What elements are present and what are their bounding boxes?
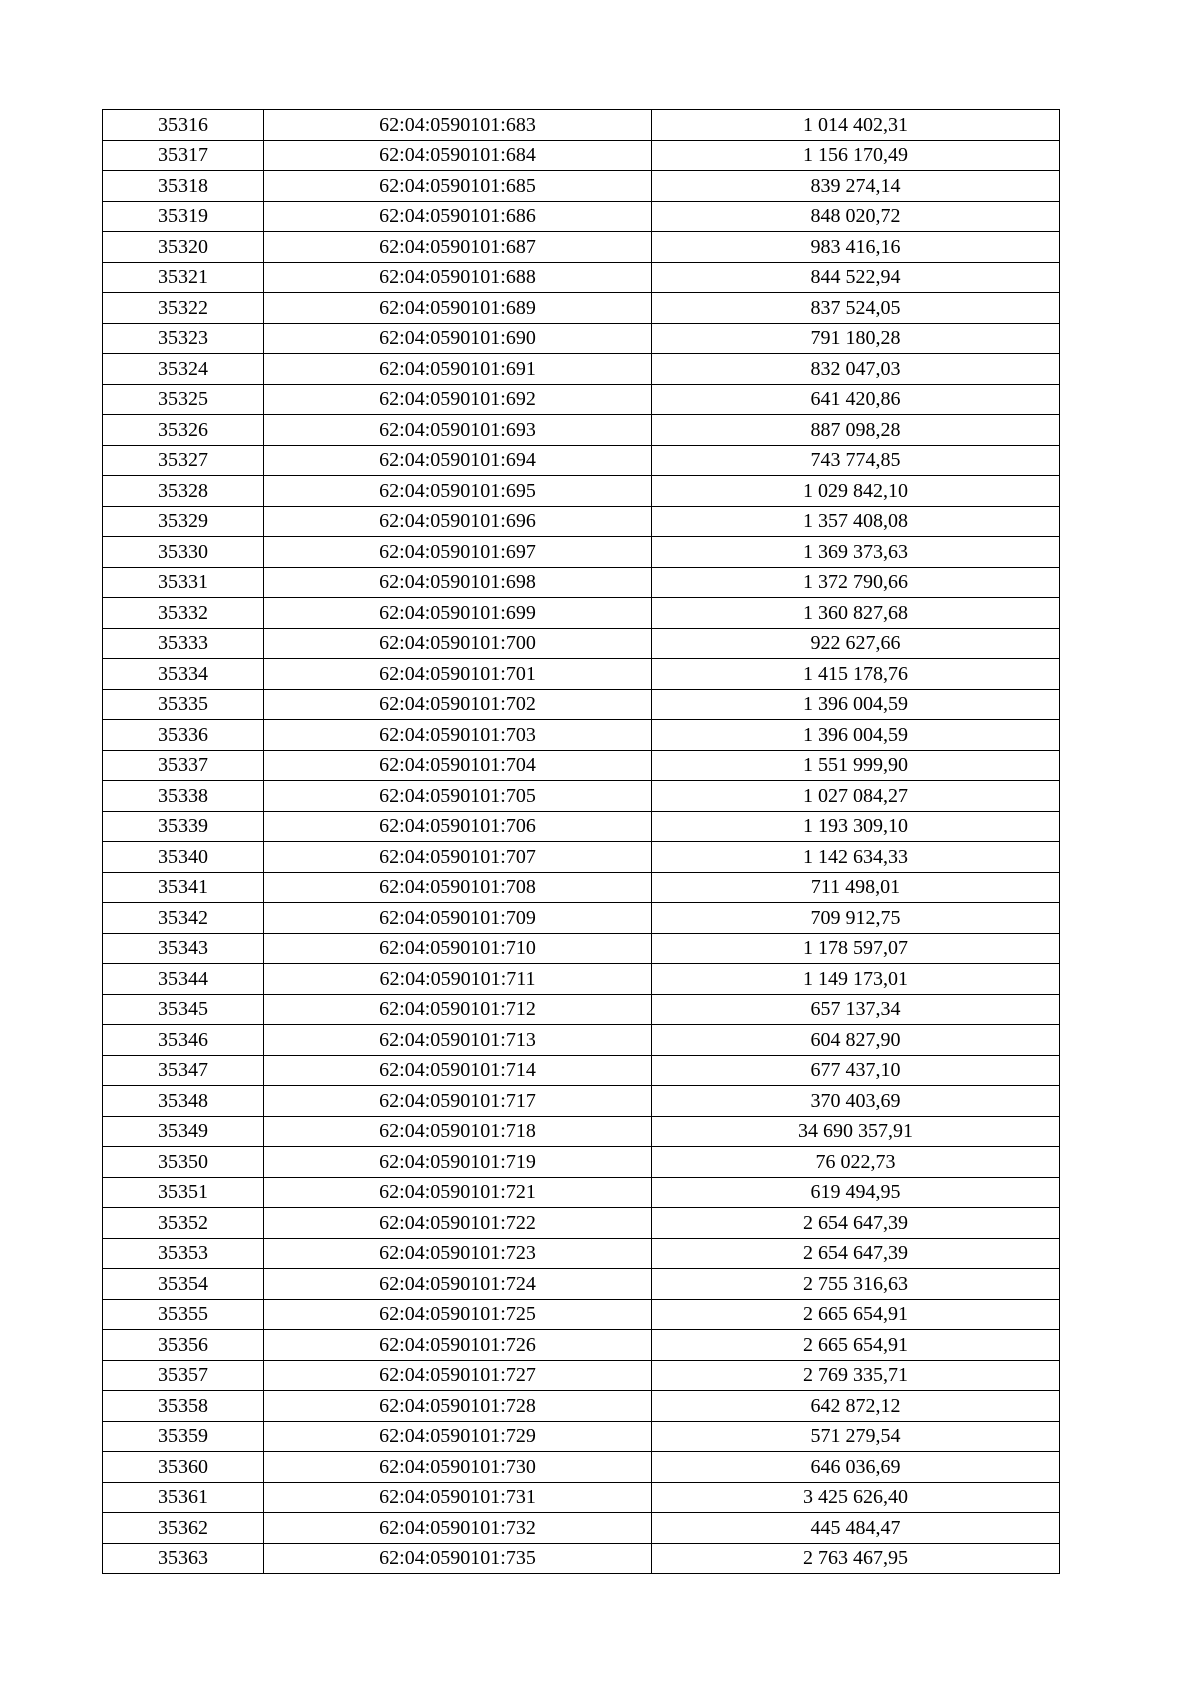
table-row [103,872,1060,903]
row-number-cell: 35344 [103,964,264,995]
table-row [103,1177,1060,1208]
row-number-cell: 35359 [103,1421,264,1452]
cadastral-value-cell: 571 279,54 [652,1421,1060,1452]
table-row [103,537,1060,568]
row-number-cell: 35357 [103,1360,264,1391]
cadastral-number-cell: 62:04:0590101:723 [264,1238,652,1269]
row-number-cell: 35320 [103,232,264,263]
cadastral-value-cell: 1 396 004,59 [652,689,1060,720]
cadastral-number-cell: 62:04:0590101:709 [264,903,652,934]
table-row [103,598,1060,629]
table-row [103,171,1060,202]
row-number-cell: 35361 [103,1482,264,1513]
cadastral-value-cell: 2 763 467,95 [652,1543,1060,1574]
cadastral-number-cell: 62:04:0590101:697 [264,537,652,568]
cadastral-number-cell: 62:04:0590101:710 [264,933,652,964]
table-row [103,323,1060,354]
cadastral-number-cell: 62:04:0590101:687 [264,232,652,263]
cadastral-value-cell: 1 357 408,08 [652,506,1060,537]
table-row [103,1330,1060,1361]
row-number-cell: 35337 [103,750,264,781]
cadastral-value-cell: 837 524,05 [652,293,1060,324]
cadastral-value-cell: 1 027 084,27 [652,781,1060,812]
cadastral-value-cell: 791 180,28 [652,323,1060,354]
row-number-cell: 35330 [103,537,264,568]
table-row [103,933,1060,964]
cadastral-value-cell: 1 178 597,07 [652,933,1060,964]
cadastral-value-cell: 3 425 626,40 [652,1482,1060,1513]
cadastral-value-cell: 832 047,03 [652,354,1060,385]
row-number-cell: 35335 [103,689,264,720]
row-number-cell: 35347 [103,1055,264,1086]
cadastral-number-cell: 62:04:0590101:691 [264,354,652,385]
row-number-cell: 35342 [103,903,264,934]
cadastral-number-cell: 62:04:0590101:683 [264,110,652,141]
cadastral-number-cell: 62:04:0590101:696 [264,506,652,537]
row-number-cell: 35362 [103,1513,264,1544]
table-row [103,750,1060,781]
cadastral-value-cell: 657 137,34 [652,994,1060,1025]
row-number-cell: 35329 [103,506,264,537]
cadastral-value-cell: 844 522,94 [652,262,1060,293]
cadastral-number-cell: 62:04:0590101:698 [264,567,652,598]
table-row [103,232,1060,263]
cadastral-number-cell: 62:04:0590101:731 [264,1482,652,1513]
row-number-cell: 35334 [103,659,264,690]
cadastral-value-cell: 1 156 170,49 [652,140,1060,171]
cadastral-value-cell: 1 372 790,66 [652,567,1060,598]
row-number-cell: 35338 [103,781,264,812]
cadastral-number-cell: 62:04:0590101:689 [264,293,652,324]
cadastral-value-cell: 2 769 335,71 [652,1360,1060,1391]
row-number-cell: 35339 [103,811,264,842]
table-row [103,811,1060,842]
cadastral-number-cell: 62:04:0590101:707 [264,842,652,873]
table-row [103,689,1060,720]
row-number-cell: 35363 [103,1543,264,1574]
table-row [103,476,1060,507]
cadastral-value-cell: 1 360 827,68 [652,598,1060,629]
cadastral-value-cell: 887 098,28 [652,415,1060,446]
table-row [103,1147,1060,1178]
cadastral-value-cell: 922 627,66 [652,628,1060,659]
row-number-cell: 35346 [103,1025,264,1056]
cadastral-number-cell: 62:04:0590101:706 [264,811,652,842]
cadastral-value-cell: 1 149 173,01 [652,964,1060,995]
row-number-cell: 35356 [103,1330,264,1361]
row-number-cell: 35354 [103,1269,264,1300]
cadastral-number-cell: 62:04:0590101:732 [264,1513,652,1544]
table-body [103,110,1060,1574]
row-number-cell: 35349 [103,1116,264,1147]
row-number-cell: 35322 [103,293,264,324]
table-row [103,659,1060,690]
cadastral-value-cell: 711 498,01 [652,872,1060,903]
cadastral-number-cell: 62:04:0590101:704 [264,750,652,781]
cadastral-value-cell: 1 142 634,33 [652,842,1060,873]
row-number-cell: 35317 [103,140,264,171]
cadastral-value-cell: 604 827,90 [652,1025,1060,1056]
row-number-cell: 35343 [103,933,264,964]
cadastral-number-cell: 62:04:0590101:722 [264,1208,652,1239]
table-row [103,1391,1060,1422]
table-row [103,1086,1060,1117]
cadastral-number-cell: 62:04:0590101:727 [264,1360,652,1391]
cadastral-value-cell: 445 484,47 [652,1513,1060,1544]
cadastral-number-cell: 62:04:0590101:718 [264,1116,652,1147]
cadastral-number-cell: 62:04:0590101:690 [264,323,652,354]
row-number-cell: 35350 [103,1147,264,1178]
table-row [103,720,1060,751]
cadastral-value-cell: 641 420,86 [652,384,1060,415]
cadastral-value-cell: 1 415 178,76 [652,659,1060,690]
table-row [103,628,1060,659]
table-row [103,964,1060,995]
cadastral-value-cell: 709 912,75 [652,903,1060,934]
cadastral-value-cell: 619 494,95 [652,1177,1060,1208]
cadastral-number-cell: 62:04:0590101:705 [264,781,652,812]
row-number-cell: 35331 [103,567,264,598]
table-row [103,1360,1060,1391]
cadastral-number-cell: 62:04:0590101:714 [264,1055,652,1086]
row-number-cell: 35352 [103,1208,264,1239]
cadastral-number-cell: 62:04:0590101:703 [264,720,652,751]
cadastral-value-cell: 983 416,16 [652,232,1060,263]
row-number-cell: 35321 [103,262,264,293]
row-number-cell: 35328 [103,476,264,507]
table-row [103,354,1060,385]
row-number-cell: 35316 [103,110,264,141]
table-row [103,384,1060,415]
cadastral-number-cell: 62:04:0590101:726 [264,1330,652,1361]
row-number-cell: 35345 [103,994,264,1025]
row-number-cell: 35336 [103,720,264,751]
cadastral-value-cell: 743 774,85 [652,445,1060,476]
table-row [103,262,1060,293]
table-row [103,415,1060,446]
cadastral-value-cell: 1 029 842,10 [652,476,1060,507]
cadastral-number-cell: 62:04:0590101:721 [264,1177,652,1208]
row-number-cell: 35358 [103,1391,264,1422]
table-row [103,842,1060,873]
cadastral-number-cell: 62:04:0590101:719 [264,1147,652,1178]
table-row [103,1299,1060,1330]
cadastral-number-cell: 62:04:0590101:685 [264,171,652,202]
table-row [103,567,1060,598]
row-number-cell: 35341 [103,872,264,903]
cadastral-value-cell: 848 020,72 [652,201,1060,232]
cadastral-number-cell: 62:04:0590101:712 [264,994,652,1025]
table-row [103,1238,1060,1269]
table-row [103,140,1060,171]
cadastral-value-cell: 2 665 654,91 [652,1299,1060,1330]
cadastral-number-cell: 62:04:0590101:692 [264,384,652,415]
cadastral-value-cell: 1 369 373,63 [652,537,1060,568]
table-row [103,293,1060,324]
row-number-cell: 35353 [103,1238,264,1269]
cadastral-value-cell: 839 274,14 [652,171,1060,202]
row-number-cell: 35325 [103,384,264,415]
row-number-cell: 35355 [103,1299,264,1330]
cadastral-number-cell: 62:04:0590101:735 [264,1543,652,1574]
cadastral-number-cell: 62:04:0590101:717 [264,1086,652,1117]
cadastral-value-cell: 646 036,69 [652,1452,1060,1483]
table-row [103,110,1060,141]
cadastral-value-cell: 2 755 316,63 [652,1269,1060,1300]
cadastral-value-cell: 677 437,10 [652,1055,1060,1086]
cadastral-value-cell: 2 654 647,39 [652,1208,1060,1239]
cadastral-number-cell: 62:04:0590101:701 [264,659,652,690]
row-number-cell: 35327 [103,445,264,476]
row-number-cell: 35340 [103,842,264,873]
table-row [103,1513,1060,1544]
table-row [103,781,1060,812]
cadastral-number-cell: 62:04:0590101:699 [264,598,652,629]
cadastral-value-cell: 34 690 357,91 [652,1116,1060,1147]
table-row [103,506,1060,537]
cadastral-number-cell: 62:04:0590101:694 [264,445,652,476]
cadastral-number-cell: 62:04:0590101:684 [264,140,652,171]
table-row [103,201,1060,232]
table-row [103,1116,1060,1147]
table-row [103,1452,1060,1483]
row-number-cell: 35348 [103,1086,264,1117]
cadastral-number-cell: 62:04:0590101:688 [264,262,652,293]
row-number-cell: 35318 [103,171,264,202]
cadastral-value-cell: 642 872,12 [652,1391,1060,1422]
cadastral-number-cell: 62:04:0590101:730 [264,1452,652,1483]
row-number-cell: 35333 [103,628,264,659]
cadastral-value-cell: 1 193 309,10 [652,811,1060,842]
table-row [103,1025,1060,1056]
cadastral-value-cell: 1 551 999,90 [652,750,1060,781]
cadastral-number-cell: 62:04:0590101:700 [264,628,652,659]
cadastral-value-cell: 1 396 004,59 [652,720,1060,751]
cadastral-number-cell: 62:04:0590101:686 [264,201,652,232]
row-number-cell: 35332 [103,598,264,629]
cadastral-number-cell: 62:04:0590101:695 [264,476,652,507]
row-number-cell: 35323 [103,323,264,354]
table-row [103,994,1060,1025]
cadastral-number-cell: 62:04:0590101:725 [264,1299,652,1330]
cadastral-number-cell: 62:04:0590101:711 [264,964,652,995]
cadastral-value-cell: 1 014 402,31 [652,110,1060,141]
table-row [103,903,1060,934]
cadastral-number-cell: 62:04:0590101:713 [264,1025,652,1056]
cadastral-number-cell: 62:04:0590101:702 [264,689,652,720]
row-number-cell: 35326 [103,415,264,446]
cadastral-number-cell: 62:04:0590101:728 [264,1391,652,1422]
cadastral-value-cell: 2 654 647,39 [652,1238,1060,1269]
row-number-cell: 35324 [103,354,264,385]
cadastral-number-cell: 62:04:0590101:708 [264,872,652,903]
table-row [103,1269,1060,1300]
row-number-cell: 35351 [103,1177,264,1208]
row-number-cell: 35319 [103,201,264,232]
cadastral-value-table [102,109,1060,1574]
table-row [103,1543,1060,1574]
table-row [103,1421,1060,1452]
cadastral-number-cell: 62:04:0590101:693 [264,415,652,446]
table-row [103,1055,1060,1086]
cadastral-number-cell: 62:04:0590101:729 [264,1421,652,1452]
table-row [103,445,1060,476]
cadastral-value-cell: 76 022,73 [652,1147,1060,1178]
table-row [103,1208,1060,1239]
row-number-cell: 35360 [103,1452,264,1483]
table-row [103,1482,1060,1513]
cadastral-value-cell: 370 403,69 [652,1086,1060,1117]
cadastral-number-cell: 62:04:0590101:724 [264,1269,652,1300]
cadastral-value-cell: 2 665 654,91 [652,1330,1060,1361]
